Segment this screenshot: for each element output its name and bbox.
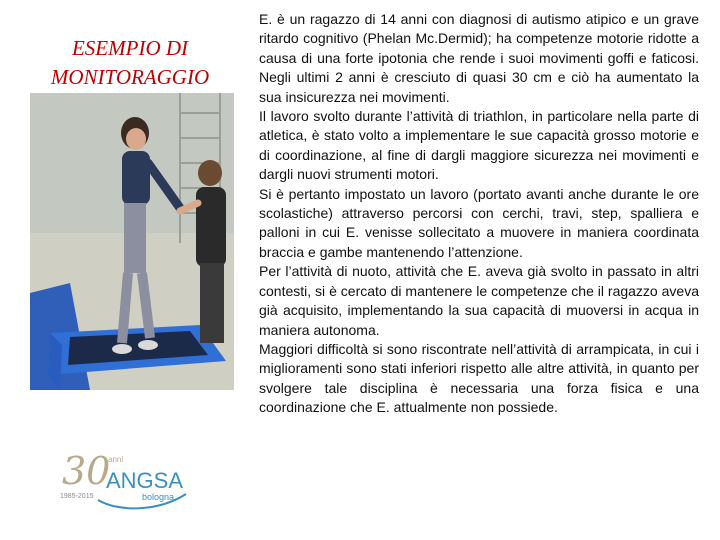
slide-title-line1: ESEMPIO DI xyxy=(71,36,189,60)
paragraph-nuoto: Per l’attività di nuoto, attività che E. aveva già svolto in passato in altri contesti, si è cercato di mantenere le competenze che il ragazzo aveva già acquisito, implementando la sua capacità di muoversi in acqua in maniera autonoma. xyxy=(259,263,699,338)
paragraph-diagnosis: E. è un ragazzo di 14 anni con diagnosi di autismo atipico e un grave ritardo cognitivo (Phelan Mc.Dermid); ha competenze motorie ridotte a causa di una forte ipotonia che rende i suoi movimenti goffi e faticosi. Negli ultimi 2 anni è cresciuto di quasi 30 cm e ciò ha aumentato la sua insicurezza nei movimenti. xyxy=(259,11,699,105)
angsa-logo-graphic xyxy=(58,448,200,514)
slide-title xyxy=(14,34,246,92)
logo-city: bologna xyxy=(142,492,175,502)
logo-name: ANGSA xyxy=(106,468,184,493)
logo-anni: anni xyxy=(108,455,124,464)
paragraph-arrampicata: Maggiori difficoltà si sono riscontrate nell’attività di arrampicata, in cui i miglioramenti sono stati inferiori rispetto alle altre attività, in quanto per svolgere tale disciplina è necessaria una forza fisica e una coordinazione che E. attualmente non possiede. xyxy=(259,340,699,416)
angsa-logo xyxy=(58,448,200,514)
paragraph-percorsi: Si è pertanto impostato un lavoro (portato avanti anche durante le ore scolastiche) attraverso percorsi con cerchi, travi, step, spalliera e palloni in cui E. venisse sollecitato a muovere in maniera coordinata braccia e gambe mantenendo l’attenzione. xyxy=(259,185,699,260)
paragraph-triathlon: Il lavoro svolto durante l’attività di triathlon, in particolare nella parte di atletica, è stato volto a implementare le sue capacità grosso motorie e di coordinazione, al fine di dargli maggiore sicurezza nei movimenti e dargli nuovi strumenti motori. xyxy=(259,108,699,183)
body-text xyxy=(259,10,699,418)
trampoline-photo xyxy=(30,93,234,390)
slide-title-line2: MONITORAGGIO xyxy=(50,65,210,89)
trampoline-photo-illustration xyxy=(30,93,234,390)
logo-number: 30 xyxy=(62,449,111,493)
logo-years: 1985-2015 xyxy=(60,493,94,500)
